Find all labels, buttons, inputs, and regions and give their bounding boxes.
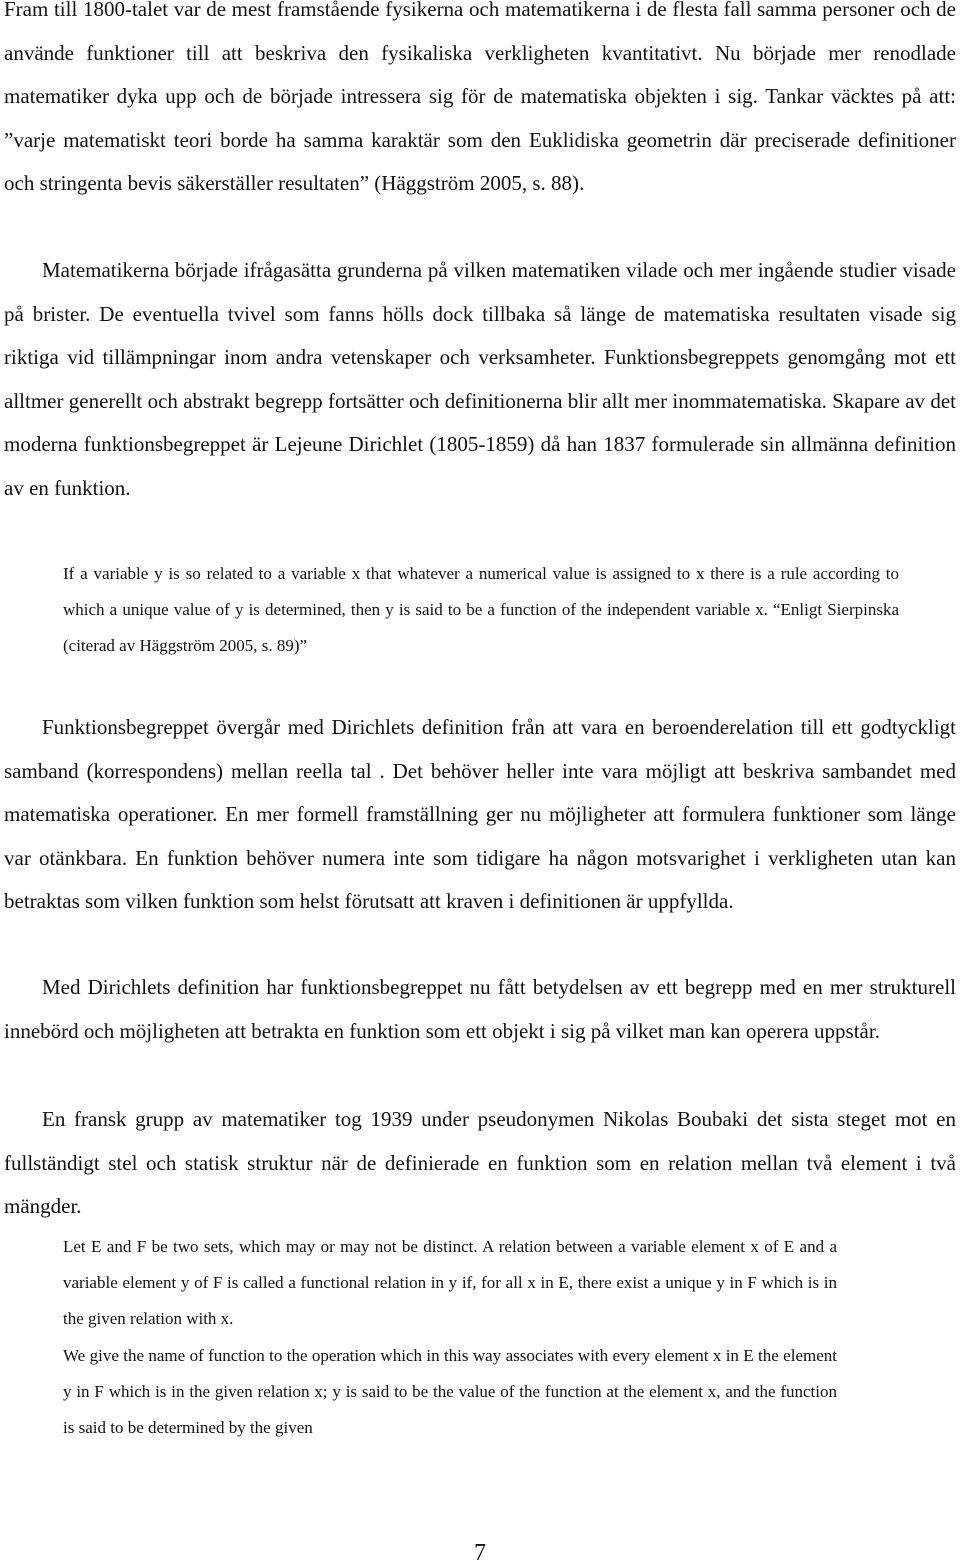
block-quote-bourbaki-2: We give the name of function to the operation which in this way associates with every element x in E the element y in F which is in the given relation x; y is said to be the value of the function at the element x, and the function is said to be determined by the given [63,1346,837,1437]
page-number: 7 [474,1540,486,1566]
paragraph-1: Fram till 1800-talet var de mest framstående fysikerna och matematikerna i de flesta fall samma personer och de använde funktioner till att beskriva den fysikaliska verkligheten kvantitativt. Nu började mer renodlade matematiker dyka upp och de började intressera sig för de matematiska objekten i sig. Tankar väcktes på att: ”varje matematiskt teori borde ha samma karaktär som den Euklidiska geometrin där preciserade definitioner och stringenta bevis säkerställer resultaten” (Häggström 2005, s. 88). [4,0,956,195]
paragraph-3: Funktionsbegreppet övergår med Dirichlets definition från att vara en beroenderelation till ett godtyckligt samband (korrespondens) mellan reella tal . Det behöver heller inte vara möjligt att beskriva sambandet med matematiska operationer. En mer formell framställning ger nu möjligheter att formulera funktioner som länge var otänkbara. En funktion behöver numera inte som tidigare ha någon motsvarighet i verkligheten utan kan betraktas som vilken funktion som helst förutsatt att kraven i definitionen är uppfyllda. [4,715,956,913]
paragraph-4: Med Dirichlets definition har funktionsbegreppet nu fått betydelsen av ett begrepp med en mer strukturell innebörd och möjligheten att betrakta en funktion som ett objekt i sig på vilket man kan operera uppstår. [4,975,956,1043]
paragraph-2: Matematikerna började ifrågasätta grunderna på vilken matematiken vilade och mer ingående studier visade på brister. De eventuella tvivel som fanns hölls dock tillbaka så länge de matematiska resultaten visade sig riktiga vid tillämpningar inom andra vetenskaper och verksamheter. Funktionsbegreppets genomgång mot ett alltmer generellt och abstrakt begrepp fortsätter och definitionerna blir allt mer inommatematiska. Skapare av det moderna funktionsbegreppet är Lejeune Dirichlet (1805-1859) då han 1837 formulerade sin allmänna definition av en funktion. [4,258,956,500]
paragraph-5: En fransk grupp av matematiker tog 1939 under pseudonymen Nikolas Boubaki det sista steget mot en fullständigt stel och statisk struktur när de definierade en funktion som en relation mellan två element i två mängder. [4,1107,956,1218]
block-quote-dirichlet: If a variable y is so related to a variable x that whatever a numerical value is assigned to x there is a rule according to which a unique value of y is determined, then y is said to be a function of the independent variable x. “Enligt Sierpinska (citerad av Häggström 2005, s. 89)” [63,564,899,655]
block-quote-bourbaki-1: Let E and F be two sets, which may or may not be distinct. A relation between a variable element x of E and a variable element y of F is called a functional relation in y if, for all x in E, there exist a unique y in F which is in the given relation with x. [63,1237,837,1328]
